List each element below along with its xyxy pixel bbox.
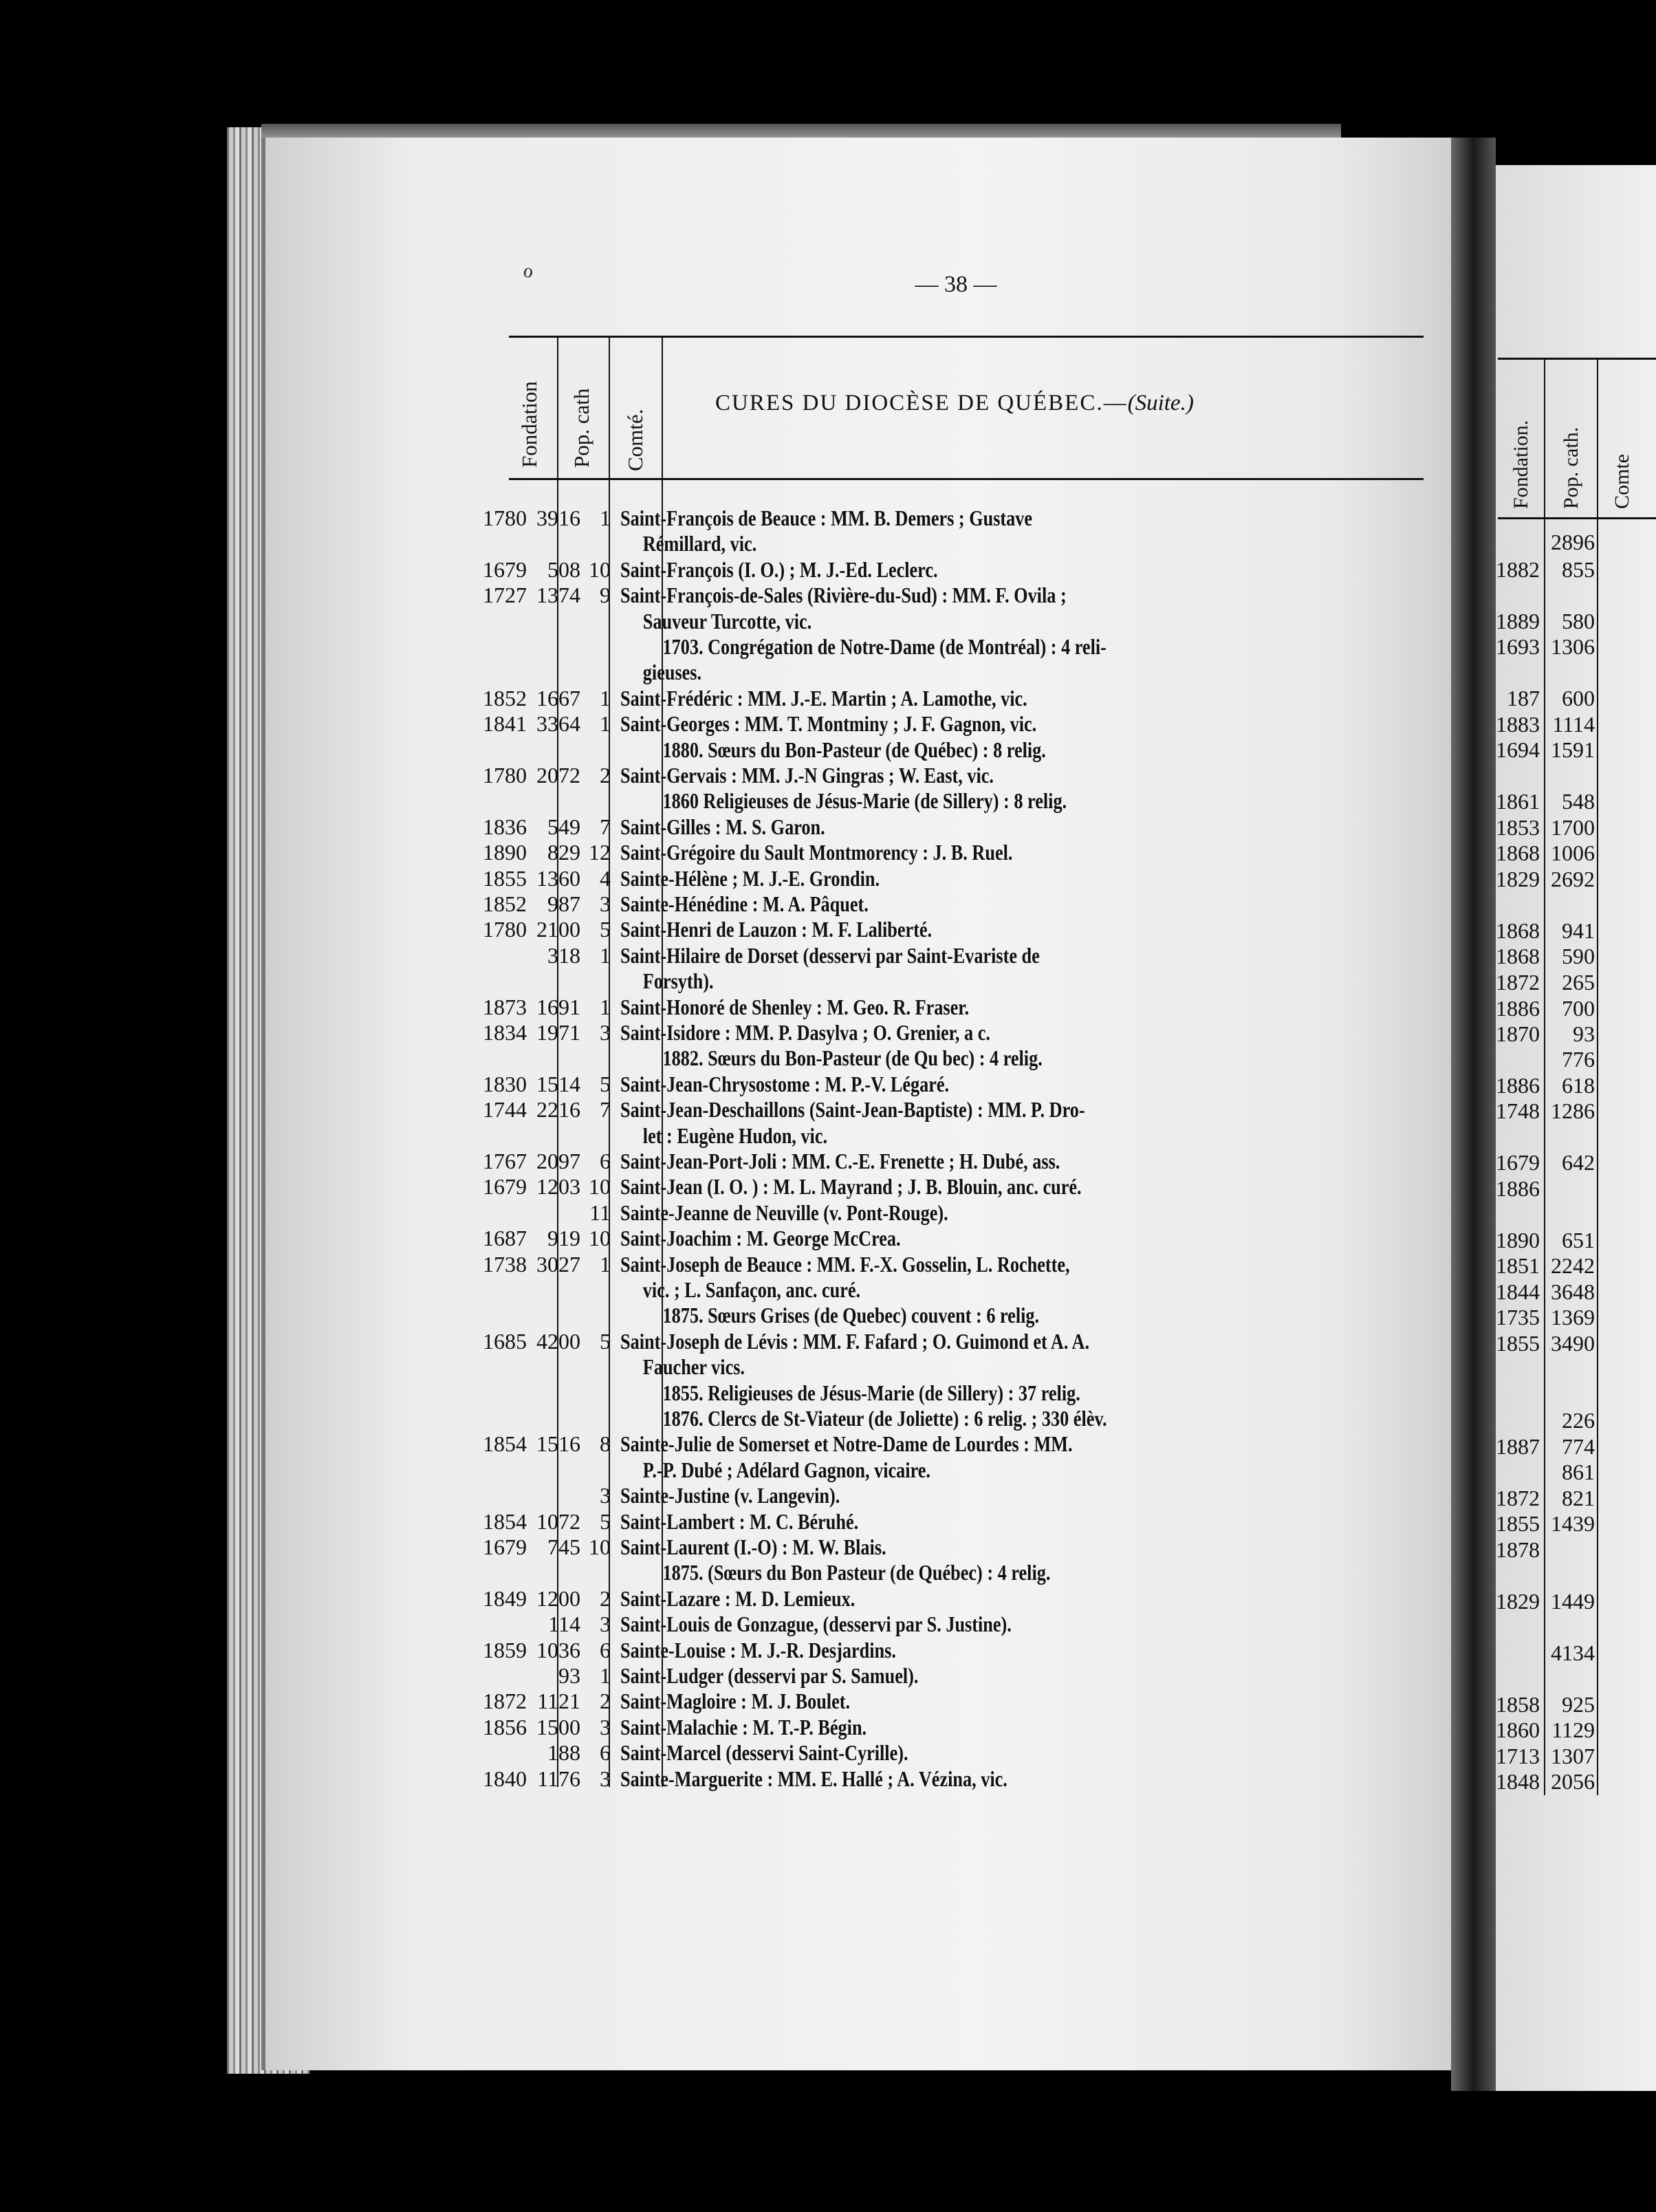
fondation-cell: 1872 <box>483 1689 527 1714</box>
comte-cell: 7 <box>600 814 611 839</box>
right-fondation-cell: 1848 <box>1496 1769 1540 1794</box>
parish-text: vic. ; L. Sanfaçon, anc. curé. <box>642 1277 861 1302</box>
parish-text: 1875. Sœurs Grises (de Quebec) couvent : 6 relig. <box>662 1303 1040 1328</box>
fondation-cell: 1780 <box>483 506 527 530</box>
parish-text: Saint-François de Beauce : MM. B. Demers ; Gustave <box>620 506 1033 530</box>
population-cell: 745 <box>547 1535 580 1559</box>
right-fondation-cell: 1878 <box>1496 1537 1540 1562</box>
parish-text: Saint-Jean-Port-Joli : MM. C.-E. Frenette ; H. Dubé, ass. <box>620 1149 1060 1173</box>
comte-cell: 1 <box>600 1663 611 1688</box>
right-fondation-cell: 1693 <box>1496 634 1540 659</box>
fondation-cell: 1890 <box>483 840 527 865</box>
comte-cell: 3 <box>600 1020 611 1045</box>
fondation-cell: 1834 <box>483 1020 527 1045</box>
parish-text: Sainte-Jeanne de Neuville (v. Pont-Rouge). <box>620 1200 948 1225</box>
population-cell: 508 <box>547 556 580 582</box>
right-population-cell: 821 <box>1562 1486 1595 1510</box>
comte-cell: 10 <box>589 1226 611 1251</box>
parish-text: Sainte-Hélène ; M. J.-E. Grondin. <box>620 865 880 891</box>
right-header-top-rule <box>1498 358 1656 360</box>
right-population-cell: 2896 <box>1551 530 1595 554</box>
fondation-cell: 1840 <box>483 1766 527 1791</box>
right-header-pop: Pop. cath. <box>1560 426 1582 509</box>
parish-text: Saint-Georges : MM. T. Montminy ; J. F. Gagnon, vic. <box>620 711 1037 737</box>
population-cell: 3916 <box>536 506 580 530</box>
fondation-cell: 1679 <box>483 1174 527 1200</box>
fondation-cell: 1841 <box>483 711 527 737</box>
parish-text: Saint-Louis de Gonzague, (desservi par S. Justine). <box>620 1612 1012 1637</box>
comte-cell: 5 <box>600 917 611 942</box>
fondation-cell: 1780 <box>483 917 527 942</box>
parish-text: 1880. Sœurs du Bon-Pasteur (de Québec) : 8 relig. <box>662 737 1046 762</box>
fondation-cell: 1744 <box>483 1097 527 1123</box>
parish-text: Saint-Jean-Deschaillons (Saint-Jean-Baptiste) : MM. P. Dro- <box>620 1097 1085 1123</box>
fondation-cell: 1830 <box>483 1071 527 1096</box>
population-cell: 1360 <box>536 865 580 891</box>
parish-text: 1703. Congrégation de Notre-Dame (de Montréal) : 4 reli- <box>662 634 1107 659</box>
right-population-cell: 651 <box>1562 1228 1595 1253</box>
right-population-cell: 590 <box>1562 944 1595 968</box>
right-fondation-cell: 1889 <box>1496 609 1540 633</box>
page-number: — 38 — <box>915 272 997 297</box>
comte-cell: 6 <box>600 1149 611 1173</box>
fondation-cell: 1855 <box>483 865 527 891</box>
right-fondation-cell: 1858 <box>1496 1692 1540 1717</box>
parish-text: Saint-François (I. O.) ; M. J.-Ed. Leclerc. <box>620 556 938 582</box>
parish-text: 1855. Religieuses de Jésus-Marie (de Sillery) : 37 relig. <box>662 1380 1080 1405</box>
right-population-cell: 1369 <box>1551 1305 1595 1330</box>
comte-cell: 1 <box>600 685 611 711</box>
parish-text: Saint-Joseph de Lévis : MM. F. Fafard ; O. Guimond et A. A. <box>620 1328 1090 1354</box>
stray-mark: ℴ <box>523 257 534 283</box>
comte-cell: 5 <box>600 1328 611 1354</box>
right-fondation-cell: 1844 <box>1496 1279 1540 1304</box>
parish-text: Sauveur Turcotte, vic. <box>642 608 812 633</box>
right-fondation-cell: 1882 <box>1496 557 1540 582</box>
right-population-cell: 2242 <box>1551 1253 1595 1278</box>
right-population-cell: 265 <box>1562 970 1595 995</box>
parish-text: Saint-Frédéric : MM. J.-E. Martin ; A. Lamothe, vic. <box>620 685 1027 711</box>
population-cell: 2100 <box>536 917 580 942</box>
right-fondation-cell: 1872 <box>1496 970 1540 995</box>
right-fondation-cell: 1829 <box>1496 867 1540 891</box>
right-fondation-cell: 1886 <box>1496 996 1540 1021</box>
right-fondation-cell: 1694 <box>1496 737 1540 762</box>
right-fondation-cell: 1861 <box>1496 789 1540 814</box>
parish-text: Saint-Marcel (desservi Saint-Cyrille). <box>620 1740 908 1766</box>
title-suite: (Suite.) <box>1127 391 1194 415</box>
comte-cell: 1 <box>600 994 611 1019</box>
right-population-cell: 855 <box>1562 557 1595 582</box>
parish-text: Sainte-Marguerite : MM. E. Hallé ; A. Vézina, vic. <box>620 1766 1007 1791</box>
right-fondation-cell: 1851 <box>1496 1253 1540 1278</box>
fondation-cell: 1727 <box>483 583 527 608</box>
comte-cell: 1 <box>600 942 611 968</box>
parish-text: 1875. (Sœurs du Bon Pasteur (de Québec) : 4 relig. <box>662 1560 1051 1585</box>
population-cell: 1516 <box>536 1431 580 1457</box>
right-col-rule-2 <box>1597 358 1598 1795</box>
header-comte: Comté. <box>623 409 647 471</box>
right-population-cell: 1114 <box>1552 712 1595 737</box>
header-top-rule <box>509 336 1424 338</box>
parish-text: Saint-Grégoire du Sault Montmorency : J. B. Ruel. <box>620 840 1013 865</box>
fondation-cell: 1849 <box>483 1585 527 1611</box>
fondation-cell: 1873 <box>483 994 527 1019</box>
parish-text: Saint-Isidore : MM. P. Dasylva ; O. Grenier, a c. <box>620 1020 990 1045</box>
right-population-cell: 2056 <box>1551 1769 1595 1794</box>
header-pop-cath: Pop. cath <box>569 388 593 468</box>
right-fondation-cell: 1860 <box>1496 1717 1540 1742</box>
parish-text: Saint-Malachie : M. T.-P. Bégin. <box>620 1714 867 1739</box>
right-population-cell: 700 <box>1562 996 1595 1021</box>
right-population-cell: 2692 <box>1551 867 1595 891</box>
population-cell: 987 <box>547 891 580 916</box>
comte-cell: 3 <box>600 1612 611 1637</box>
parish-text: Saint-Jean (I. O. ) : M. L. Mayrand ; J. B. Blouin, anc. curé. <box>620 1174 1082 1200</box>
population-cell: 188 <box>547 1740 580 1766</box>
right-fondation-cell: 1890 <box>1496 1228 1540 1253</box>
fondation-cell: 1859 <box>483 1637 527 1662</box>
page-title <box>715 391 1403 416</box>
comte-cell: 5 <box>600 1071 611 1096</box>
right-fondation-cell: 187 <box>1507 686 1540 711</box>
population-cell: 829 <box>547 840 580 865</box>
right-population-cell: 941 <box>1562 918 1595 943</box>
right-population-cell: 93 <box>1573 1021 1595 1046</box>
col-rule-1 <box>557 336 558 1787</box>
right-fondation-cell: 1853 <box>1496 815 1540 840</box>
header-bottom-rule <box>509 478 1424 480</box>
right-fondation-cell: 1872 <box>1496 1486 1540 1510</box>
parish-text: gieuses. <box>642 660 702 685</box>
fondation-cell: 1836 <box>483 814 527 839</box>
fondation-cell: 1738 <box>483 1251 527 1277</box>
right-population-cell: 1591 <box>1551 737 1595 762</box>
right-population-cell: 1306 <box>1551 634 1595 659</box>
right-fondation-cell: 1679 <box>1496 1150 1540 1175</box>
parish-text: Sainte-Justine (v. Langevin). <box>620 1483 840 1508</box>
comte-cell: 3 <box>600 1714 611 1739</box>
population-cell: 4200 <box>536 1328 580 1354</box>
comte-cell: 8 <box>600 1431 611 1457</box>
fondation-cell: 1856 <box>483 1714 527 1739</box>
comte-cell: 10 <box>589 1174 611 1200</box>
right-population-cell: 1006 <box>1551 841 1595 865</box>
population-cell: 1514 <box>536 1071 580 1096</box>
title-text: CURES DU DIOCÈSE DE QUÉBEC.— <box>715 391 1128 415</box>
right-fondation-cell: 1855 <box>1496 1331 1540 1356</box>
right-fondation-cell: 1735 <box>1496 1305 1540 1330</box>
right-population-cell: 618 <box>1562 1073 1595 1098</box>
population-cell: 2216 <box>536 1097 580 1123</box>
right-fondation-cell: 1713 <box>1496 1744 1540 1768</box>
comte-cell: 6 <box>600 1740 611 1766</box>
comte-cell: 6 <box>600 1637 611 1662</box>
right-population-cell: 1700 <box>1551 815 1595 840</box>
comte-cell: 2 <box>600 1585 611 1611</box>
fondation-cell: 1687 <box>483 1226 527 1251</box>
right-header-fondation: Fondation. <box>1510 420 1532 509</box>
right-population-cell: 226 <box>1562 1408 1595 1433</box>
header-fondation: Fondation <box>517 381 541 468</box>
comte-cell: 3 <box>600 891 611 916</box>
parish-text: 1876. Clercs de St-Viateur (de Joliette) : 6 relig. ; 330 élèv. <box>662 1406 1107 1431</box>
fondation-cell: 1780 <box>483 763 527 788</box>
parish-text: 1882. Sœurs du Bon-Pasteur (de Qu bec) : 4 relig. <box>662 1045 1043 1071</box>
comte-cell: 1 <box>600 1251 611 1277</box>
right-population-cell: 1439 <box>1551 1511 1595 1536</box>
comte-cell: 10 <box>589 1535 611 1559</box>
right-population-cell: 776 <box>1562 1047 1595 1072</box>
fondation-cell: 1679 <box>483 556 527 582</box>
right-population-cell: 1449 <box>1551 1589 1595 1614</box>
right-population-cell: 3648 <box>1551 1279 1595 1304</box>
parish-text: Saint-Gervais : MM. J.-N Gingras ; W. East, vic. <box>620 763 994 788</box>
fondation-cell: 1854 <box>483 1431 527 1457</box>
parish-text: Saint-Lazare : M. D. Lemieux. <box>620 1585 856 1611</box>
right-population-cell: 1307 <box>1551 1744 1595 1768</box>
parish-text: Saint-François-de-Sales (Rivière-du-Sud) : MM. F. Ovila ; <box>620 583 1067 608</box>
population-cell: 93 <box>558 1663 580 1688</box>
population-cell: 1374 <box>536 583 580 608</box>
right-population-cell: 861 <box>1562 1460 1595 1484</box>
parish-text: Saint-Ludger (desservi par S. Samuel). <box>620 1663 919 1688</box>
right-population-cell: 4134 <box>1551 1640 1595 1665</box>
population-cell: 1121 <box>537 1689 580 1714</box>
right-fondation-cell: 1870 <box>1496 1021 1540 1046</box>
parish-text: Saint-Hilaire de Dorset (desservi par Saint-Evariste de <box>620 942 1040 968</box>
right-population-cell: 774 <box>1562 1434 1595 1459</box>
parish-text: Sainte-Louise : M. J.-R. Desjardins. <box>620 1637 896 1662</box>
population-cell: 3364 <box>536 711 580 737</box>
comte-cell: 10 <box>589 556 611 582</box>
comte-cell: 1 <box>600 711 611 737</box>
right-header-bottom-rule <box>1498 517 1656 519</box>
comte-cell: 3 <box>600 1766 611 1791</box>
population-cell: 919 <box>547 1226 580 1251</box>
population-cell: 1072 <box>536 1508 580 1534</box>
comte-cell: 7 <box>600 1097 611 1123</box>
population-cell: 3027 <box>536 1251 580 1277</box>
right-population-cell: 600 <box>1562 686 1595 711</box>
right-header-comte: Comte <box>1611 454 1633 509</box>
fondation-cell: 1852 <box>483 685 527 711</box>
fondation-cell: 1685 <box>483 1328 527 1354</box>
right-population-cell: 580 <box>1562 609 1595 633</box>
parish-text: Saint-Jean-Chrysostome : M. P.-V. Légaré. <box>620 1071 950 1096</box>
population-cell: 2072 <box>536 763 580 788</box>
population-cell: 318 <box>547 942 580 968</box>
right-population-cell: 3490 <box>1551 1331 1595 1356</box>
comte-cell: 5 <box>600 1508 611 1534</box>
comte-cell: 3 <box>600 1483 611 1508</box>
fondation-cell: 1767 <box>483 1149 527 1173</box>
parish-text: Saint-Magloire : M. J. Boulet. <box>620 1689 851 1714</box>
parish-text: Rémillard, vic. <box>642 531 757 556</box>
population-cell: 1176 <box>537 1766 580 1791</box>
right-fondation-cell: 1829 <box>1496 1589 1540 1614</box>
right-fondation-cell: 1855 <box>1496 1511 1540 1536</box>
right-population-cell: 925 <box>1562 1692 1595 1717</box>
comte-cell: 4 <box>600 865 611 891</box>
right-population-cell: 642 <box>1562 1150 1595 1175</box>
comte-cell: 12 <box>589 840 611 865</box>
parish-text: Saint-Laurent (I.-O) : M. W. Blais. <box>620 1535 886 1559</box>
comte-cell: 2 <box>600 763 611 788</box>
population-cell: 2097 <box>536 1149 580 1173</box>
right-fondation-cell: 1868 <box>1496 944 1540 968</box>
right-fondation-cell: 1748 <box>1496 1098 1540 1123</box>
population-cell: 549 <box>547 814 580 839</box>
parish-text: Saint-Honoré de Shenley : M. Geo. R. Fraser. <box>620 994 970 1019</box>
right-population-cell: 1129 <box>1551 1717 1595 1742</box>
population-cell: 1500 <box>536 1714 580 1739</box>
parish-text: Sainte-Hénédine : M. A. Pâquet. <box>620 891 869 916</box>
parish-text: P.-P. Dubé ; Adélard Gagnon, vicaire. <box>642 1457 930 1482</box>
population-cell: 1971 <box>536 1020 580 1045</box>
parish-text: Saint-Lambert : M. C. Béruhé. <box>620 1508 859 1534</box>
population-cell: 1036 <box>536 1637 580 1662</box>
population-cell: 1691 <box>536 994 580 1019</box>
comte-cell: 2 <box>600 1689 611 1714</box>
fondation-cell: 1679 <box>483 1535 527 1559</box>
right-fondation-cell: 1887 <box>1496 1434 1540 1459</box>
right-fondation-cell: 1868 <box>1496 841 1540 865</box>
parish-text: let : Eugène Hudon, vic. <box>642 1123 828 1148</box>
parish-text: Saint-Henri de Lauzon : M. F. Laliberté. <box>620 917 933 942</box>
fondation-cell: 1852 <box>483 891 527 916</box>
col-rule-2 <box>609 336 610 1787</box>
comte-cell: 1 <box>600 506 611 530</box>
parish-text: 1860 Religieuses de Jésus-Marie (de Sillery) : 8 relig. <box>662 788 1067 814</box>
right-population-cell: 548 <box>1562 789 1595 814</box>
comte-cell: 11 <box>589 1200 611 1225</box>
population-cell: 114 <box>548 1612 580 1637</box>
parish-text: Sainte-Julie de Somerset et Notre-Dame de Lourdes : MM. <box>620 1431 1073 1457</box>
parish-text: Saint-Gilles : M. S. Garon. <box>620 814 825 839</box>
population-cell: 1200 <box>536 1585 580 1611</box>
fondation-cell: 1854 <box>483 1508 527 1534</box>
right-fondation-cell: 1883 <box>1496 712 1540 737</box>
parish-text: Forsyth). <box>642 968 714 994</box>
parish-text: Saint-Joachim : M. George McCrea. <box>620 1226 901 1251</box>
parish-text: Faucher vics. <box>642 1354 745 1380</box>
parish-text: Saint-Joseph de Beauce : MM. F.-X. Gosselin, L. Rochette, <box>620 1251 1070 1277</box>
comte-cell: 9 <box>600 583 611 608</box>
right-fondation-cell: 1886 <box>1496 1176 1540 1201</box>
right-fondation-cell: 1868 <box>1496 918 1540 943</box>
population-cell: 1203 <box>536 1174 580 1200</box>
right-fondation-cell: 1886 <box>1496 1073 1540 1098</box>
population-cell: 1667 <box>536 685 580 711</box>
right-population-cell: 1286 <box>1551 1098 1595 1123</box>
